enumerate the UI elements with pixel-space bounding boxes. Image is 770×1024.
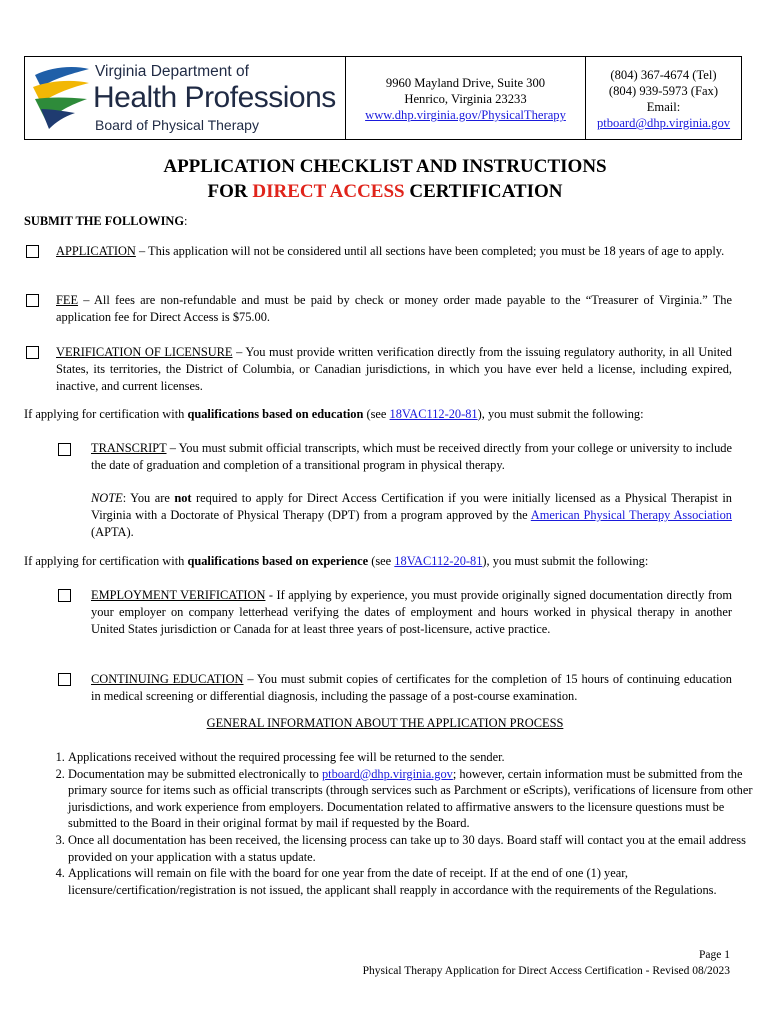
- fee-text: – All fees are non-refundable and must be paid by check or money order made payable to the “Treasurer of Virginia.” The application fee for Direct Access is $75.00.: [56, 293, 732, 324]
- application-checkbox[interactable]: [26, 245, 39, 258]
- contact-block: [586, 57, 741, 139]
- experience-intro-bold: qualifications based on experience: [187, 554, 369, 568]
- document-revision: Physical Therapy Application for Direct Access Certification - Revised 08/2023: [362, 965, 730, 977]
- employment-label: EMPLOYMENT VERIFICATION: [91, 588, 266, 602]
- note-label: NOTE: [91, 491, 123, 505]
- education-intro-pre: If applying for certification with: [24, 407, 188, 421]
- apta-link[interactable]: American Physical Therapy Association: [530, 508, 732, 522]
- continuing-education-item: [91, 671, 732, 705]
- note-mid: required to apply for Direct Access Certification if you were initially licensed as a Physical Therapist in Virginia with a Doctorate of Physical Therapy (DPT) from a program approved by the: [91, 491, 733, 522]
- page-number: Page 1: [699, 949, 730, 961]
- agency-logo: [25, 57, 346, 139]
- general-item-2-post: ; however, certain information must be submitted from the primary source for items such as official transcripts (through services such as Parchment or eScripts), verifications of licensure from other jurisdictions, and work experience from employers. Documentation related to affirmative answers to the licensure questions must be submitted to the Board in their original format by mail if requested by the Board.: [68, 766, 753, 831]
- address-line-1: 9960 Mayland Drive, Suite 300: [385, 76, 546, 90]
- general-item-1: 1. Applications received without the required processing fee will be returned to the sender.: [68, 749, 758, 766]
- education-intro-bold: qualifications based on education: [187, 407, 364, 421]
- note-bold: not: [174, 491, 192, 505]
- continuing-education-text: – You must submit copies of certificates for the completion of 15 hours of continuing education in medical screening or differential diagnosis, including the passage of a post-course examination.: [91, 672, 732, 703]
- continuing-education-label: CONTINUING EDUCATION: [91, 672, 244, 686]
- education-intro: [24, 406, 744, 423]
- continuing-education-checkbox[interactable]: [58, 673, 71, 686]
- page-title-line-2: [0, 181, 770, 203]
- experience-intro: [24, 553, 744, 570]
- employment-checkbox[interactable]: [58, 589, 71, 602]
- transcript-text: – You must submit official transcripts, which must be received directly from your college or university to include the date of graduation and completion of a transitional program in physical therapy.: [91, 441, 732, 472]
- note-paragraph: [91, 490, 732, 541]
- education-intro-mid: (see: [363, 407, 390, 421]
- letterhead: [24, 56, 742, 140]
- address-line-2: Henrico, Virginia 23233: [404, 92, 527, 106]
- experience-intro-mid: (see: [368, 554, 395, 568]
- general-item-2-pre: Documentation may be submitted electronically to: [68, 766, 322, 781]
- application-text: – This application will not be considered until all sections have been completed; you must be 18 years of age to apply.: [135, 244, 725, 258]
- experience-intro-pre: If applying for certification with: [24, 554, 188, 568]
- general-info-list: [38, 749, 758, 898]
- verification-label: VERIFICATION OF LICENSURE: [56, 345, 233, 359]
- address-block: [346, 57, 586, 139]
- note-pre: : You are: [122, 491, 175, 505]
- website-link[interactable]: www.dhp.virginia.gov/PhysicalTherapy: [365, 108, 566, 122]
- title-direct-access: DIRECT ACCESS: [252, 181, 405, 202]
- transcript-checkbox[interactable]: [58, 443, 71, 456]
- page-title-line-1: APPLICATION CHECKLIST AND INSTRUCTIONS: [163, 156, 607, 177]
- general-item-3: 3. Once all documentation has been received, the licensing process can take up to 30 days. Board staff will contact you at the email address provided on your application with a status update.: [68, 832, 758, 865]
- verification-text: – You must provide written verification directly from the issuing regulatory authority, in all United States, its territories, the District of Columbia, or Canadian jurisdictions, in which you have ever held a license, including expired, inactive, and current licenses.: [56, 345, 732, 393]
- general-email-link[interactable]: ptboard@dhp.virginia.gov: [321, 766, 453, 781]
- submit-heading: [24, 214, 187, 229]
- note-post: (APTA).: [91, 525, 134, 539]
- logo-line-1: Virginia Department of: [95, 63, 249, 80]
- logo-line-3: Board of Physical Therapy: [95, 117, 259, 133]
- general-item-2: [68, 766, 758, 832]
- logo-line-2: Health Professions: [93, 81, 336, 114]
- submit-heading-colon: :: [183, 214, 188, 228]
- submit-heading-text: SUBMIT THE FOLLOWING: [24, 214, 184, 228]
- fee-item: [56, 292, 732, 326]
- application-item: [56, 243, 732, 260]
- general-item-4: 4. Applications will remain on file with the board for one year from the date of receipt. If at the end of one (1) year, licensure/certification/registration is not issued, the applicant shall reapply in accordance with the requirements of the Regulations.: [68, 865, 758, 898]
- application-label: APPLICATION: [56, 244, 136, 258]
- fee-checkbox[interactable]: [26, 294, 39, 307]
- regulation-link-education[interactable]: 18VAC112-20-81: [389, 407, 478, 421]
- employment-item: [91, 587, 732, 638]
- education-intro-post: ), you must submit the following:: [477, 407, 644, 421]
- phone-fax: (804) 939-5973 (Fax): [608, 84, 719, 98]
- title-certification: CERTIFICATION: [404, 181, 563, 202]
- phone-tel: (804) 367-4674 (Tel): [610, 68, 717, 82]
- dhp-swoosh-icon: [31, 65, 91, 131]
- transcript-item: [91, 440, 732, 474]
- general-info-heading: GENERAL INFORMATION ABOUT THE APPLICATION PROCESS: [206, 716, 564, 730]
- fee-label: FEE: [56, 293, 79, 307]
- verification-checkbox[interactable]: [26, 346, 39, 359]
- email-link[interactable]: ptboard@dhp.virginia.gov: [596, 116, 731, 130]
- regulation-link-experience[interactable]: 18VAC112-20-81: [394, 554, 483, 568]
- employment-text: - If applying by experience, you must provide originally signed documentation directly from your employer on company letterhead verifying the dates of employment and hours worked in physical therapy in another United States jurisdiction or Canada for at least three years of post-licensure, active practice.: [91, 588, 732, 636]
- email-label: Email:: [646, 100, 681, 114]
- transcript-label: TRANSCRIPT: [91, 441, 167, 455]
- title-for: FOR: [207, 181, 253, 202]
- experience-intro-post: ), you must submit the following:: [482, 554, 649, 568]
- verification-item: [56, 344, 732, 395]
